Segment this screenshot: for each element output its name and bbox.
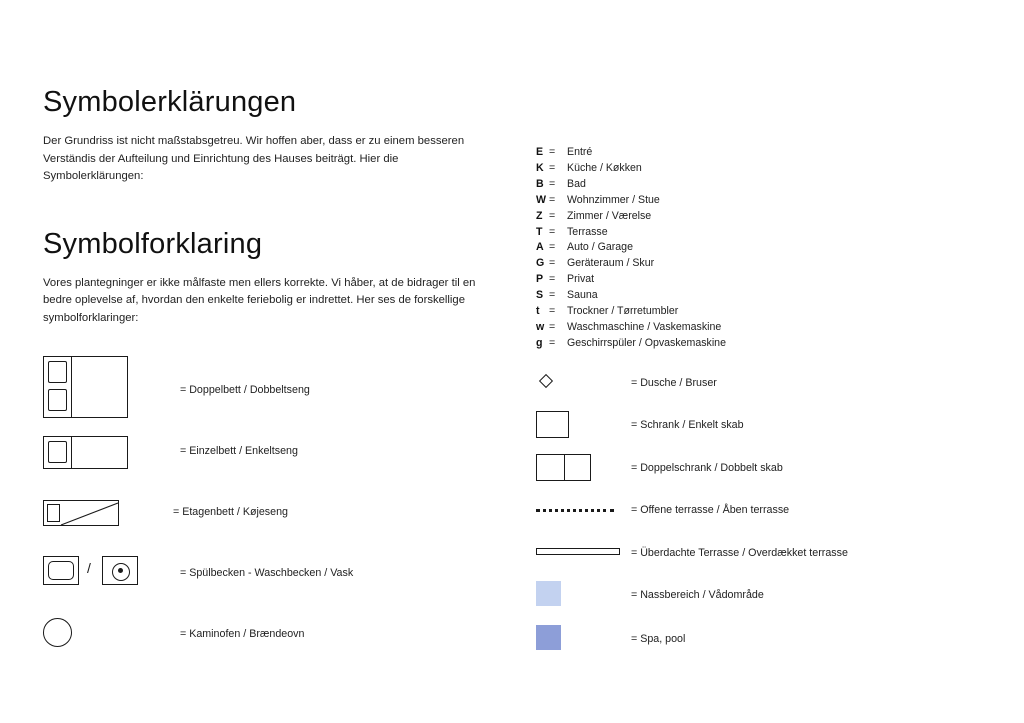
abbreviation-text: Terrasse [567, 225, 608, 238]
cupboard-double-icon [536, 454, 591, 481]
abbreviation-row [536, 161, 866, 177]
abbreviation-key: S [536, 289, 544, 302]
abbreviation-key: B [536, 177, 544, 190]
abbreviation-row [536, 336, 866, 352]
abbreviation-row [536, 240, 866, 256]
bed-divider-line [71, 437, 72, 468]
sink-inner-shape [48, 561, 74, 580]
page-title-danish: Symbolforklaring [43, 227, 263, 260]
abbreviation-key: P [536, 273, 544, 286]
abbreviation-text: Küche / Køkken [567, 161, 642, 174]
abbreviation-text: Geräteraum / Skur [567, 257, 655, 270]
covered-terrace-icon [536, 548, 620, 555]
abbreviation-key: w [536, 320, 545, 333]
abbreviation-equals: = [549, 257, 556, 270]
abbreviation-equals: = [549, 193, 556, 206]
legend-label: = Einzelbett / Enkeltseng [180, 445, 298, 457]
bed-divider-line [71, 357, 72, 417]
abbreviation-text: Auto / Garage [567, 241, 633, 254]
abbreviation-key: Z [536, 209, 543, 222]
abbreviation-text: Geschirrspüler / Opvaskemaskine [567, 336, 726, 349]
abbreviation-equals: = [549, 146, 556, 158]
legend-label: = Offene terrasse / Åben terrasse [631, 504, 790, 516]
pillow-shape [47, 504, 60, 522]
abbreviation-row [536, 209, 866, 225]
abbreviation-equals: = [549, 336, 556, 349]
cupboard-single-icon [536, 411, 569, 438]
legend-label: = Doppelschrank / Dobbelt skab [631, 462, 783, 474]
legend-label: = Schrank / Enkelt skab [631, 419, 744, 431]
abbreviation-row [536, 225, 866, 241]
abbreviation-row [536, 177, 866, 193]
abbreviation-key: G [536, 257, 545, 270]
open-terrace-icon [536, 509, 614, 512]
abbreviation-text: Waschmaschine / Vaskemaskine [567, 320, 722, 333]
fireplace-stove-icon [43, 618, 72, 647]
pillow-shape [48, 441, 67, 463]
abbreviation-key: E [536, 146, 544, 158]
page-title-german: Symbolerklärungen [43, 86, 297, 118]
abbreviation-row [536, 145, 866, 161]
abbreviation-key: g [536, 336, 543, 349]
slash-separator: / [87, 560, 91, 576]
abbreviation-row [536, 256, 866, 272]
abbreviation-text: Bad [567, 177, 586, 190]
legend-label: = Nassbereich / Vådområde [631, 589, 764, 601]
pillow-shape [48, 361, 67, 383]
abbreviation-equals: = [549, 241, 556, 254]
shower-icon [541, 376, 556, 391]
abbreviation-row [536, 288, 866, 304]
pillow-shape [48, 389, 67, 411]
drain-dot [118, 568, 123, 573]
abbreviation-equals: = [549, 161, 556, 174]
abbreviation-row [536, 272, 866, 288]
abbreviation-row [536, 304, 866, 320]
abbreviation-row [536, 193, 866, 209]
abbreviation-row [536, 320, 866, 336]
abbreviation-equals: = [549, 320, 556, 333]
legend-label: = Etagenbett / Køjeseng [173, 506, 288, 518]
legend-label: = Dusche / Bruser [631, 377, 717, 389]
abbreviation-text: Privat [567, 273, 595, 286]
legend-label: = Spa, pool [631, 633, 686, 645]
legend-label: = Überdachte Terrasse / Overdækket terrasse [631, 547, 848, 559]
abbreviation-key: T [536, 225, 543, 238]
abbreviation-text: Sauna [567, 289, 598, 302]
abbreviation-equals: = [549, 305, 556, 318]
abbreviation-text: Trockner / Tørretumbler [567, 305, 679, 318]
intro-text-german: Der Grundriss ist nicht maßstabsgetreu. Wir hoffen aber, dass er zu einem besseren Verständis der Aufteilung und Einrichtung des Hauses beiträgt. Hier die Symbolerklärungen: [43, 135, 465, 182]
abbreviation-equals: = [549, 225, 556, 238]
abbreviation-equals: = [549, 177, 556, 190]
washbasin-shape [102, 556, 138, 585]
abbreviation-equals: = [549, 289, 556, 302]
abbreviation-text: Wohnzimmer / Stue [567, 193, 660, 206]
abbreviation-text: Zimmer / Værelse [567, 209, 652, 222]
shower-diamond-shape [539, 374, 553, 388]
sink-basin-icon [43, 556, 138, 586]
double-bed-icon [43, 356, 128, 418]
legend-label: = Spülbecken - Waschbecken / Vask [180, 567, 354, 579]
spa-pool-swatch-icon [536, 625, 561, 650]
abbreviation-key: K [536, 161, 544, 174]
legend-label: = Doppelbett / Dobbeltseng [180, 384, 310, 396]
abbreviation-key: t [536, 305, 540, 318]
abbreviation-list [536, 145, 866, 352]
left-column [43, 86, 503, 327]
abbreviation-equals: = [549, 273, 556, 286]
kitchen-sink-shape [43, 556, 79, 585]
abbreviation-text: Entré [567, 146, 593, 158]
bunk-bed-icon [43, 500, 119, 526]
cupboard-divider-line [564, 455, 565, 480]
abbreviation-key: A [536, 241, 544, 254]
single-bed-icon [43, 436, 128, 469]
legend-label: = Kaminofen / Brændeovn [180, 628, 305, 640]
abbreviation-key: W [536, 193, 546, 206]
abbreviation-equals: = [549, 209, 556, 222]
wet-area-swatch-icon [536, 581, 561, 606]
intro-text-danish: Vores plantegninger er ikke målfaste men ellers korrekte. Vi håber, at de bidrager til en bedre oplevelse af, hvordan den enkelte feriebolig er indrettet. Her ses de forskellige symbolforklaringer: [43, 276, 476, 324]
